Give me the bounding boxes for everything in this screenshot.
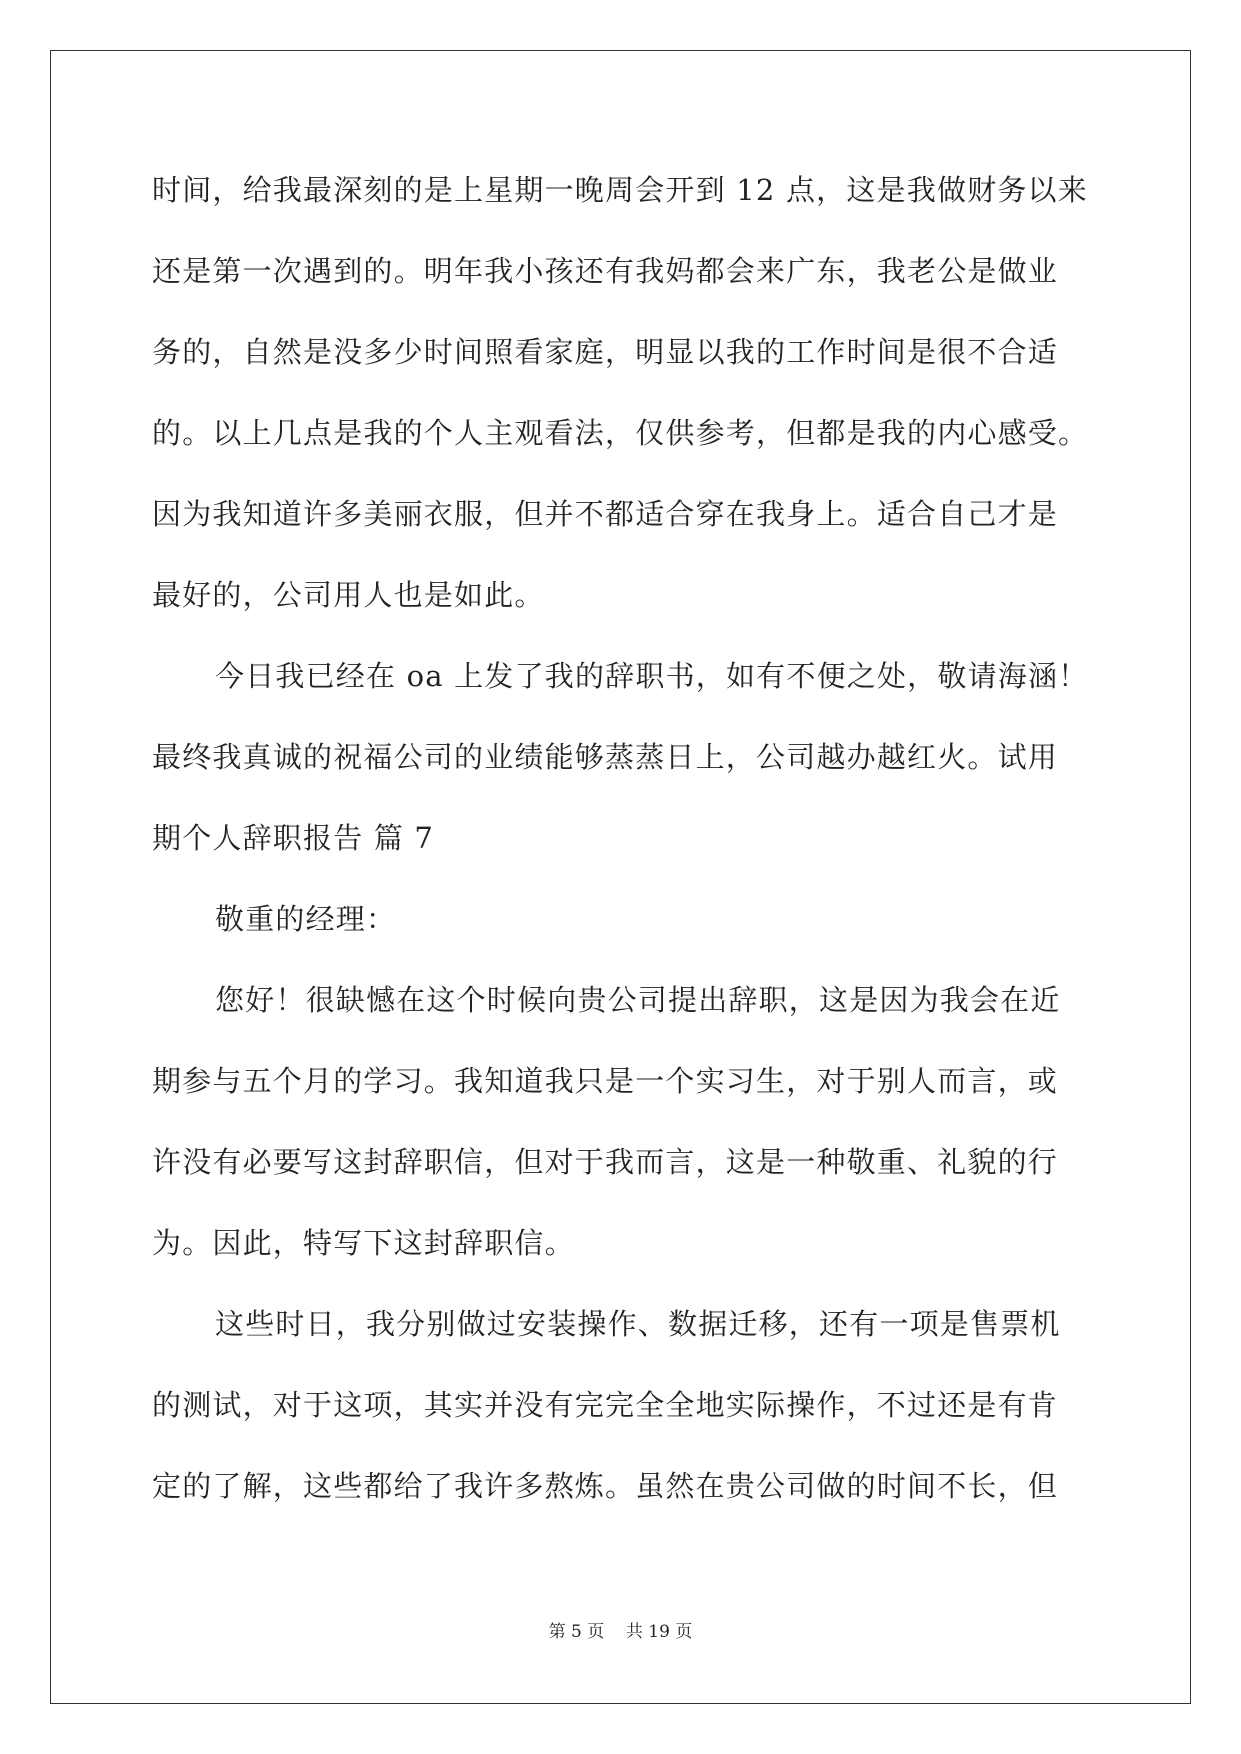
- text-line: 时间，给我最深刻的是上星期一晚周会开到 12 点，这是我做财务以来: [152, 173, 1088, 207]
- page-border: [50, 50, 1191, 1704]
- text-line: 定的了解，这些都给了我许多熬炼。虽然在贵公司做的时间不长，但: [152, 1469, 1059, 1503]
- text-line: 最终我真诚的祝福公司的业绩能够蒸蒸日上，公司越办越红火。试用: [152, 740, 1059, 774]
- text-line: 为。因此，特写下这封辞职信。: [152, 1226, 575, 1260]
- text-line: 还是第一次遇到的。明年我小孩还有我妈都会来广东，我老公是做业: [152, 254, 1059, 288]
- text-line: 的。以上几点是我的个人主观看法，仅供参考，但都是我的内心感受。: [152, 416, 1089, 450]
- page-number-footer: 第 5 页 共 19 页: [548, 1622, 693, 1642]
- text-line: 今日我已经在 oa 上发了我的辞职书，如有不便之处，敬请海涵！: [215, 659, 1089, 693]
- text-line: 的测试，对于这项，其实并没有完完全全地实际操作，不过还是有肯: [152, 1388, 1059, 1422]
- text-line: 最好的，公司用人也是如此。: [152, 578, 545, 612]
- text-line: 许没有必要写这封辞职信，但对于我而言，这是一种敬重、礼貌的行: [152, 1145, 1059, 1179]
- text-line: 务的，自然是没多少时间照看家庭，明显以我的工作时间是很不合适: [152, 335, 1059, 369]
- text-line: 期参与五个月的学习。我知道我只是一个实习生，对于别人而言，或: [152, 1064, 1059, 1098]
- text-line: 这些时日，我分别做过安装操作、数据迁移，还有一项是售票机: [215, 1307, 1061, 1341]
- text-line: 因为我知道许多美丽衣服，但并不都适合穿在我身上。适合自己才是: [152, 497, 1059, 531]
- text-line: 期个人辞职报告 篇 7: [152, 821, 435, 855]
- text-line: 您好！很缺憾在这个时候向贵公司提出辞职，这是因为我会在近: [215, 983, 1061, 1017]
- salutation: 敬重的经理：: [215, 902, 397, 936]
